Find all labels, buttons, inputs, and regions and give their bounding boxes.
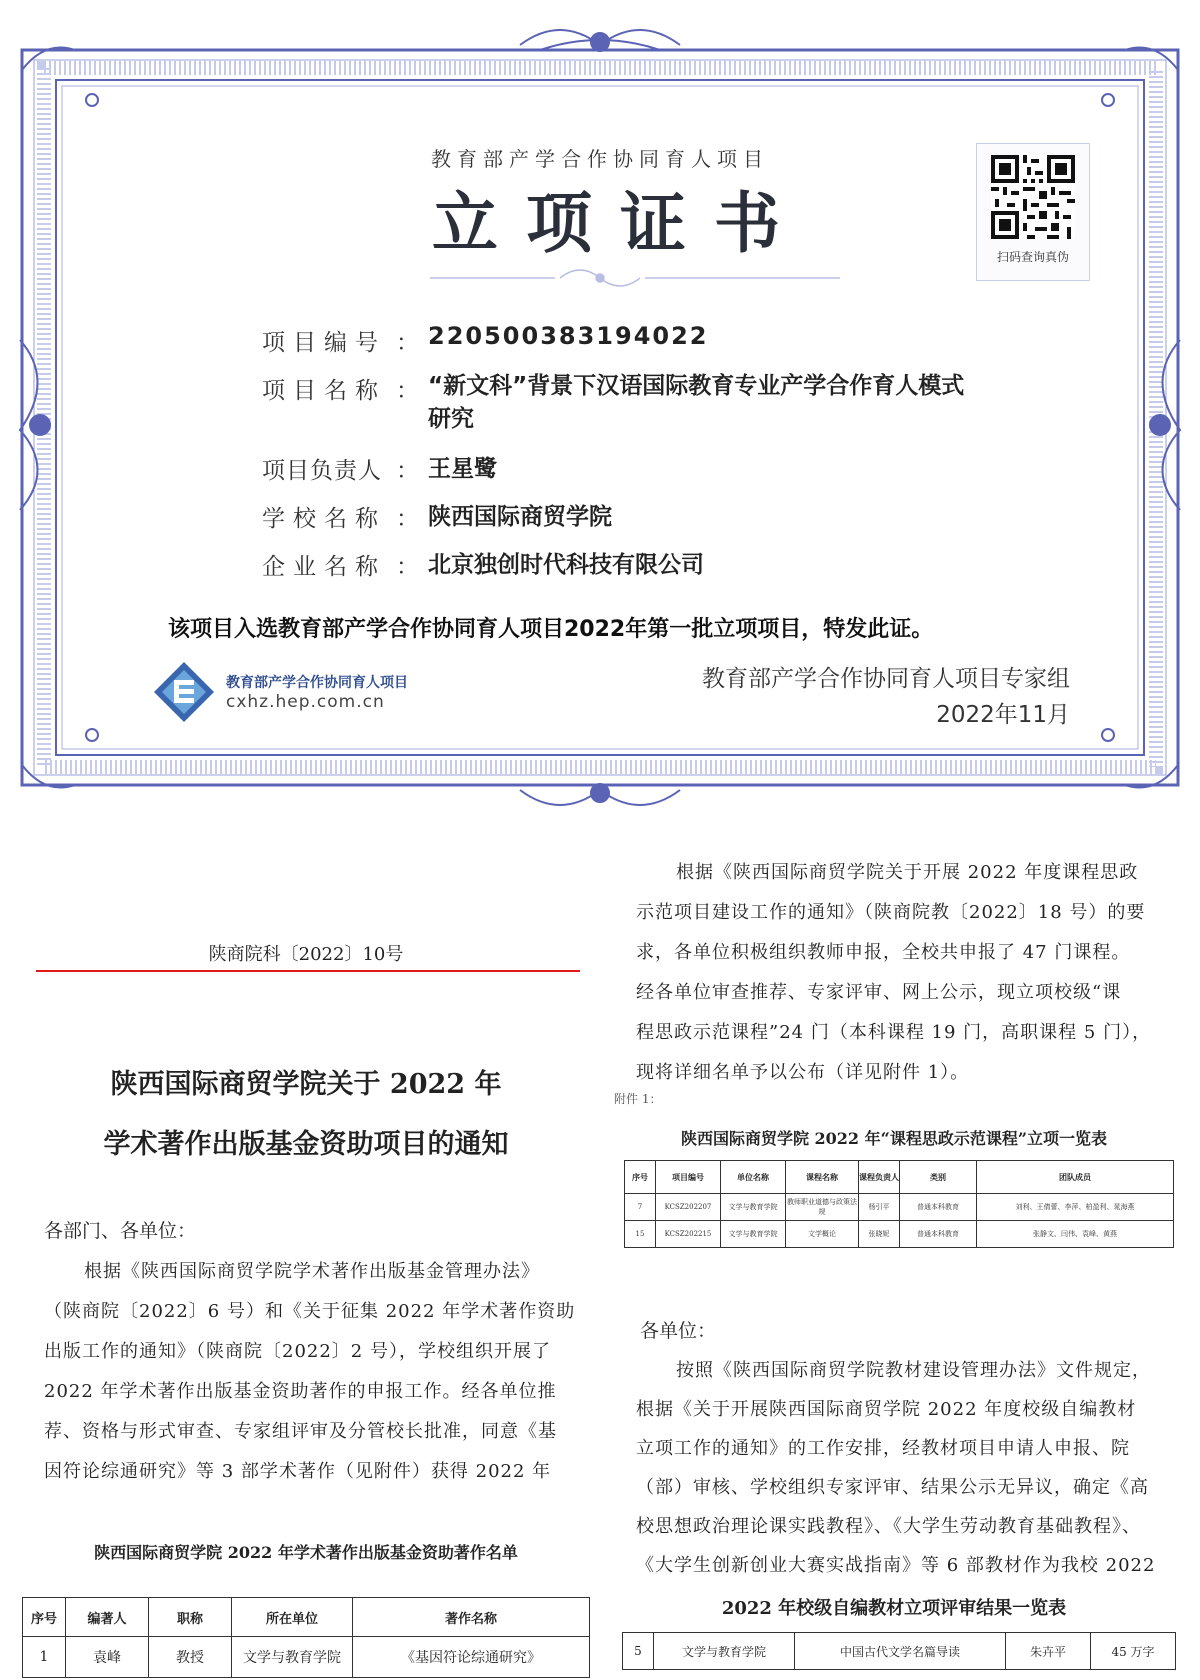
table-cell: 文学与教育学院: [721, 1194, 786, 1221]
notice-body-line: 因符论综通研究》等 3 部学术著作（见附件）获得 2022 年: [44, 1461, 552, 1482]
certificate-issuer: 教育部产学合作协同育人项目专家组: [702, 666, 1070, 692]
table-cell: 7: [625, 1194, 656, 1221]
table-cell: 1: [23, 1637, 66, 1678]
table-cell: 杨引平: [859, 1194, 900, 1221]
notice-document-number: 陕商院科〔2022〕10号: [208, 944, 404, 965]
course-table: [624, 1160, 1174, 1248]
table-header-cell: 著作名称: [353, 1598, 590, 1637]
table-header-cell: 序号: [625, 1161, 656, 1194]
table-cell: 袁峰: [66, 1637, 149, 1678]
table-header-cell: 课程负责人: [859, 1161, 900, 1194]
table-cell: 朱卉平: [1006, 1633, 1091, 1670]
qr-code-box[interactable]: [976, 143, 1090, 281]
table-cell: 文学与教育学院: [654, 1633, 795, 1670]
qr-code-icon: [991, 155, 1075, 239]
qr-caption: 扫码查询真伪: [996, 250, 1069, 264]
field-colon: ：: [396, 458, 419, 484]
table-header-cell: 所在单位: [232, 1598, 353, 1637]
table-cell: 45 万字: [1091, 1633, 1176, 1670]
table-header-cell: 类别: [900, 1161, 977, 1194]
textbook-notice-body-line: 《大学生创新创业大赛实战指南》等 6 部教材作为我校 2022: [636, 1555, 1156, 1576]
notice-body-line: （陕商院〔2022〕6 号）和《关于征集 2022 年学术著作资助: [44, 1301, 576, 1322]
table-header-cell: 职称: [149, 1598, 232, 1637]
right-ornament-icon: [1150, 340, 1180, 510]
field-value-project-number: 220500383194022: [428, 322, 709, 350]
table-cell: KCSZ202215: [656, 1221, 721, 1248]
table-cell: KCSZ202207: [656, 1194, 721, 1221]
table-cell: 教授: [149, 1637, 232, 1678]
notice-salutation: 各部门、各单位：: [44, 1220, 197, 1242]
textbook-notice-body-line: 按照《陕西国际商贸学院教材建设管理办法》文件规定，: [676, 1360, 1151, 1381]
table-cell: 张晓妮: [859, 1221, 900, 1248]
table-header-cell: 课程名称: [786, 1161, 859, 1194]
table-header-cell: 团队成员: [977, 1161, 1174, 1194]
field-label-project-number: 项目编号: [262, 330, 386, 356]
field-colon: ：: [396, 378, 419, 404]
notice-title-line1: 陕西国际商贸学院关于 2022 年: [110, 1069, 502, 1100]
textbook-table-title: 2022 年校级自编教材立项评审结果一览表: [721, 1598, 1067, 1619]
table-cell: 15: [625, 1221, 656, 1248]
table-cell: 文学与教育学院: [232, 1637, 353, 1678]
top-ornament-icon: [520, 30, 680, 51]
course-notice-body-line: 程思政示范课程”24 门（本科课程 19 门，高职课程 5 门），: [636, 1022, 1152, 1043]
textbook-notice-body-line: 校思想政治理论课实践教程》、《大学生劳动教育基础教程》、: [636, 1516, 1141, 1537]
field-colon: ：: [396, 554, 419, 580]
table-cell: 刘利、王倩蕾、李萍、柏盈利、晁海燕: [977, 1194, 1174, 1221]
field-value-company-name: 北京独创时代科技有限公司: [428, 552, 704, 578]
table-cell: 教师职业道德与政策法规: [786, 1194, 859, 1221]
notice-body-line: 根据《陕西国际商贸学院学术著作出版基金管理办法》: [84, 1261, 540, 1282]
field-colon: ：: [396, 506, 419, 532]
notice-red-divider: [36, 970, 580, 972]
field-label-project-name: 项目名称: [262, 378, 386, 404]
textbook-notice-salutation: 各单位：: [640, 1320, 717, 1342]
table-row: [23, 1637, 590, 1678]
logo-url: cxhz.hep.com.cn: [226, 692, 385, 712]
table-header-row: [23, 1598, 590, 1637]
table-header-cell: 序号: [23, 1598, 66, 1637]
bottom-ornament-icon: [520, 784, 680, 805]
textbook-table: [622, 1632, 1176, 1670]
field-value-project-leader: 王星鹭: [428, 456, 497, 482]
field-label-project-leader: 项目负责人: [262, 458, 382, 484]
table-header-cell: 项目编号: [656, 1161, 721, 1194]
table-row: [623, 1633, 1176, 1670]
table-cell: 文学概论: [786, 1221, 859, 1248]
table-cell: 普通本科教育: [900, 1221, 977, 1248]
field-label-company-name: 企业名称: [262, 554, 386, 580]
notice-table-title: 陕西国际商贸学院 2022 年学术著作出版基金资助著作名单: [94, 1543, 518, 1562]
table-row: [625, 1221, 1174, 1248]
table-row: [625, 1194, 1174, 1221]
table-header-cell: 单位名称: [721, 1161, 786, 1194]
notice-table: [22, 1597, 590, 1678]
table-cell: 5: [623, 1633, 654, 1670]
field-label-school-name: 学校名称: [262, 506, 386, 532]
table-cell: 《基因符论综通研究》: [353, 1637, 590, 1678]
course-notice-body-line: 现将详细名单予以公布（详见附件 1）。: [636, 1062, 970, 1083]
attachment-label: 附件 1：: [614, 1092, 662, 1106]
notice-title-line2: 学术著作出版基金资助项目的通知: [103, 1129, 509, 1160]
textbook-notice-body-line: 根据《关于开展陕西国际商贸学院 2022 年度校级自编教材: [636, 1399, 1137, 1420]
table-cell: 普通本科教育: [900, 1194, 977, 1221]
certificate-statement: 该项目入选教育部产学合作协同育人项目2022年第一批立项项目，特发此证。: [168, 617, 934, 642]
notice-body-line: 荐、资格与形式审查、专家组评审及分管校长批准，同意《基: [44, 1421, 557, 1442]
table-cell: 文学与教育学院: [721, 1221, 786, 1248]
course-notice-body-line: 根据《陕西国际商贸学院关于开展 2022 年度课程思政: [676, 862, 1139, 883]
certificate: [0, 0, 1200, 835]
title-flourish-icon: [430, 270, 840, 286]
notice-body-line: 出版工作的通知》（陕商院〔2022〕2 号），学校组织开展了: [44, 1341, 551, 1362]
certificate-subtitle: 教育部产学合作协同育人项目: [431, 147, 769, 171]
course-notice-body-line: 示范项目建设工作的通知》（陕商院教〔2022〕18 号）的要: [636, 902, 1146, 923]
field-colon: ：: [396, 330, 419, 356]
course-notice-body-line: 求，各单位积极组织教师申报，全校共申报了 47 门课程。: [636, 942, 1131, 963]
table-header-row: [625, 1161, 1174, 1194]
certificate-date: 2022年11月: [936, 702, 1070, 728]
notice-body-line: 2022 年学术著作出版基金资助著作的申报工作。经各单位推: [44, 1381, 557, 1402]
project-logo-icon: [152, 660, 216, 724]
course-notice-body-line: 经各单位审查推荐、专家评审、网上公示，现立项校级“课: [636, 982, 1122, 1003]
table-header-cell: 编著人: [66, 1598, 149, 1637]
field-value-school-name: 陕西国际商贸学院: [428, 504, 612, 530]
table-cell: 张静文、闫伟、袁峰、黄燕: [977, 1221, 1174, 1248]
textbook-notice-body-line: 立项工作的通知》的工作安排，经教材项目申请人申报、院: [636, 1438, 1130, 1459]
table-cell: 中国古代文学名篇导读: [795, 1633, 1006, 1670]
logo-name: 教育部产学合作协同育人项目: [226, 675, 408, 691]
field-value-project-name: “新文科”背景下汉语国际教育专业产学合作育人模式研究: [428, 373, 965, 432]
textbook-notice-body-line: （部）审核、学校组织专家评审、结果公示无异议，确定《高: [636, 1477, 1149, 1498]
course-table-title: 陕西国际商贸学院 2022 年“课程思政示范课程”立项一览表: [680, 1129, 1108, 1148]
certificate-title: 立项证书: [432, 185, 808, 262]
